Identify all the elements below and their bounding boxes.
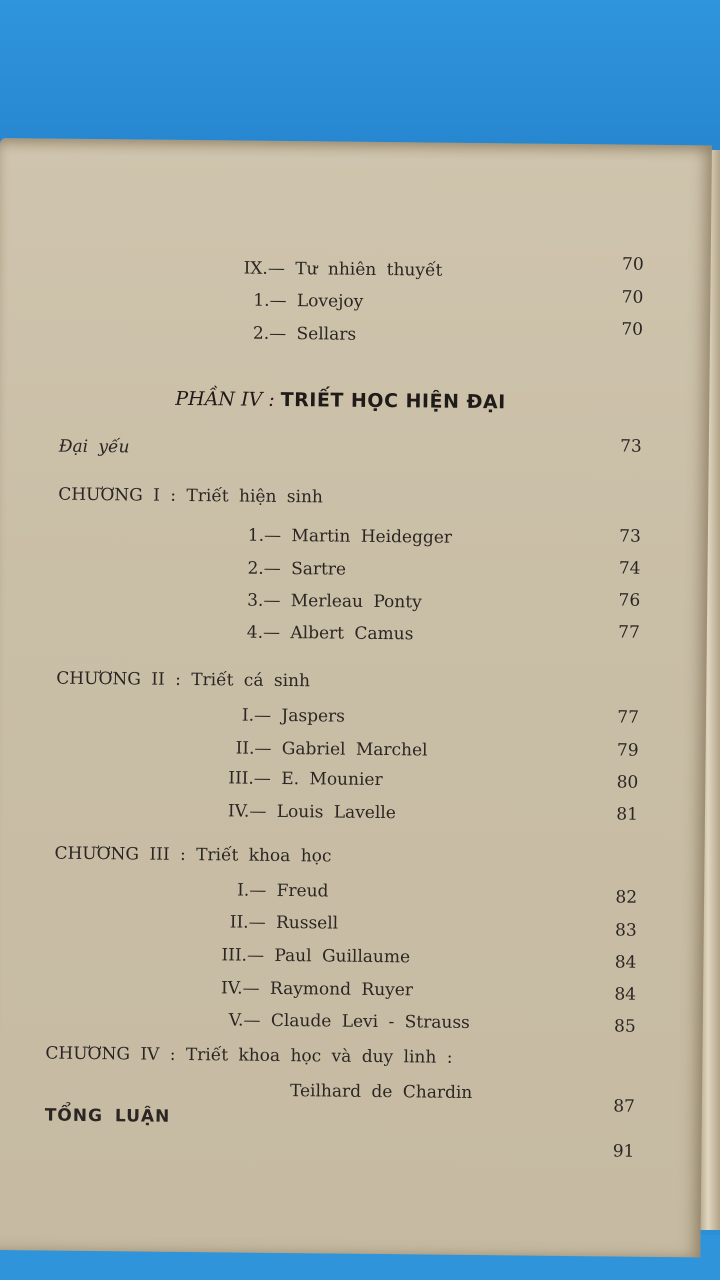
toc-entry-label: I.— Jaspers xyxy=(241,705,346,727)
toc-entry-label: I.— Freud xyxy=(237,880,329,902)
toc-entry-label: IX.— Tư nhiên thuyết xyxy=(243,258,443,281)
toc-entry-label: 1.— Lovejoy xyxy=(253,290,364,312)
toc-entry-page: 73 xyxy=(619,526,641,547)
part-prefix: PHẦN IV : xyxy=(175,387,275,411)
chapter-heading: CHƯƠNG II : Triết cá sinh xyxy=(56,668,311,692)
book-page xyxy=(0,138,712,1257)
toc-entry-label: 2.— Sellars xyxy=(252,323,357,345)
chapter-heading: CHƯƠNG I : Triết hiện sinh xyxy=(58,484,324,508)
toc-entry-label: 1.— Martin Heidegger xyxy=(247,525,453,548)
toc-entry-label: Teilhard de Chardin xyxy=(289,1081,473,1103)
toc-entry-label: Đại yếu xyxy=(58,436,130,458)
toc-entry-page: 83 xyxy=(614,920,637,941)
toc-entry-page: 81 xyxy=(616,804,639,825)
toc-entry-page: 91 xyxy=(612,1141,635,1162)
toc-entry-page: 70 xyxy=(621,254,644,275)
toc-entry-page: 79 xyxy=(616,740,639,761)
toc-entry-label: III.— E. Mounier xyxy=(228,768,383,791)
toc-entry-page: 84 xyxy=(614,952,637,973)
toc-entry-page: 70 xyxy=(621,319,644,340)
part-title: TRIẾT HỌC HIỆN ĐẠI xyxy=(280,388,506,414)
toc-entry-page: 82 xyxy=(615,887,638,908)
toc-entry-page: 70 xyxy=(621,287,644,308)
toc-entry-page: 76 xyxy=(618,590,641,611)
toc-entry-page: 74 xyxy=(618,558,641,579)
background-top xyxy=(0,0,720,160)
toc-entry-label: 4.— Albert Camus xyxy=(246,622,414,645)
toc-entry-page: 87 xyxy=(613,1096,635,1117)
chapter-heading: CHƯƠNG IV : Triết khoa học và duy linh : xyxy=(45,1043,453,1068)
toc-entry-label: III.— Paul Guillaume xyxy=(221,945,411,968)
toc-entry-page: 73 xyxy=(620,436,642,457)
toc-entry-label: II.— Russell xyxy=(229,912,339,934)
toc-entry-page: 80 xyxy=(616,772,639,793)
toc-entry-label: IV.— Louis Lavelle xyxy=(227,801,396,824)
toc-entry-label: 2.— Sartre xyxy=(247,558,347,580)
toc-entry-page: 77 xyxy=(617,707,640,728)
toc-entry-page: 84 xyxy=(614,984,637,1005)
toc-entry-label: II.— Gabriel Marchel xyxy=(235,738,428,761)
toc-entry-label: 3.— Merleau Ponty xyxy=(247,590,422,613)
toc-entry-label: TỔNG LUẬN xyxy=(44,1105,171,1127)
toc-entry-label: IV.— Raymond Ruyer xyxy=(221,978,414,1001)
toc-entry-page: 85 xyxy=(613,1016,636,1037)
toc-entry-label: V.— Claude Levi - Strauss xyxy=(228,1010,470,1033)
toc-entry-page: 77 xyxy=(618,622,640,643)
part-heading xyxy=(175,388,506,413)
chapter-heading: CHƯƠNG III : Triết khoa học xyxy=(54,843,332,867)
